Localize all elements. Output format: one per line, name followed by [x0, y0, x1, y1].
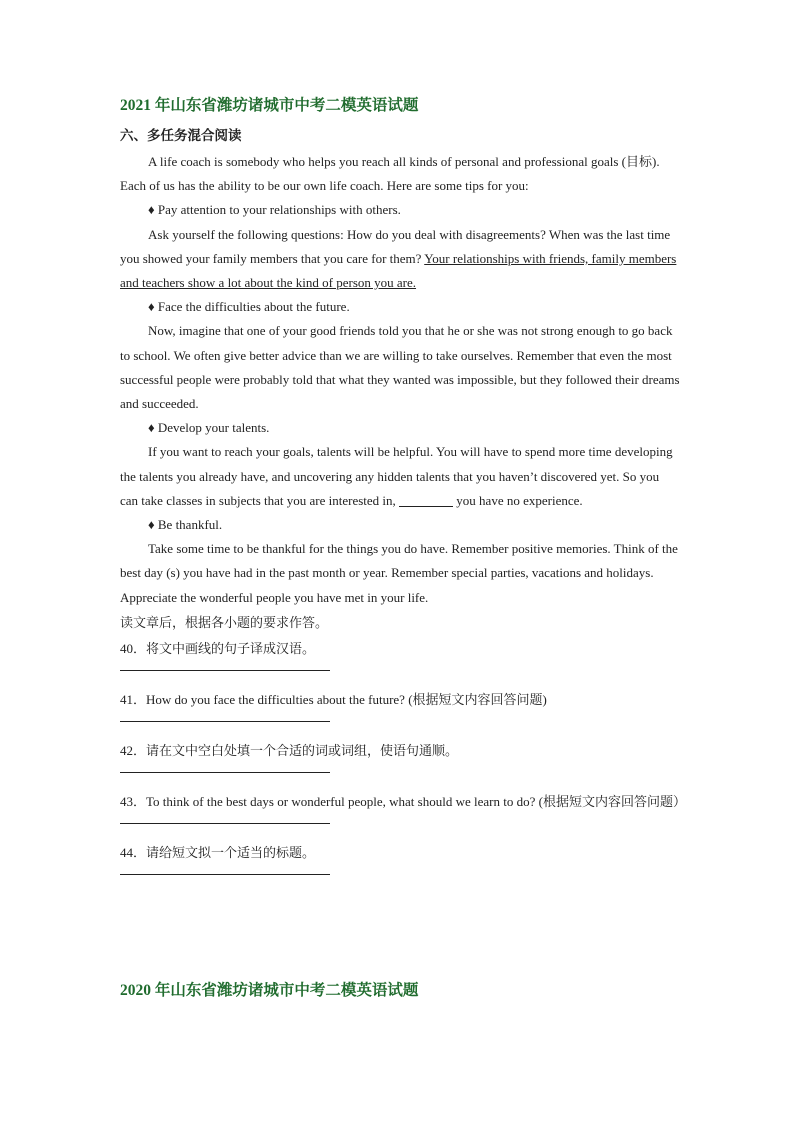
passage-paragraph-2 — [120, 223, 680, 296]
question-41: 41．How do you face the difficulties about the future? (根据短文内容回答问题) — [120, 691, 547, 707]
tip-4: ♦ Be thankful. — [148, 517, 223, 533]
question-44: 44．请给短文拟一个适当的标题。 — [120, 844, 316, 860]
answer-line-44[interactable] — [120, 874, 330, 875]
instruction-text: 读文章后，根据各小题的要求作答。 — [120, 614, 329, 630]
passage-paragraph-1: A life coach is somebody who helps you reach all kinds of personal and professional goals (目标). Each of us has the ability to be our own life coach. Here are some tips for you: — [120, 154, 660, 194]
answer-line-40[interactable] — [120, 670, 330, 671]
answer-line-42[interactable] — [120, 772, 330, 773]
passage-paragraph-3: Now, imagine that one of your good friends told you that he or she was not strong enough to go back to school. We often give better advice than we are willing to take ourselves. Remember that even the most successful people were probably told that what they wanted was impossible, but they followed their dreams and succeeded. — [120, 323, 680, 412]
tip-3: ♦ Develop your talents. — [148, 420, 270, 436]
paragraph-2-text: Ask yourself the following questions: How do you deal with disagreements? When was the last time you showed your family members that you care for them? — [120, 226, 671, 266]
tip-2: ♦ Face the difficulties about the future. — [148, 299, 350, 315]
exam-title: 2021 年山东省潍坊诸城市中考二模英语试题 — [120, 97, 419, 114]
underlined-sentence: Your relationships with friends, family members and teachers show a lot about the kind of person you are. — [120, 250, 677, 291]
tip-1: ♦ Pay attention to your relationships with others. — [148, 202, 401, 218]
answer-line-41[interactable] — [120, 721, 330, 722]
next-exam-title: 2020 年山东省潍坊诸城市中考二模英语试题 — [120, 982, 419, 999]
answer-line-43[interactable] — [120, 823, 330, 824]
paragraph-4-text-end: you have no experience. — [453, 492, 583, 508]
question-40: 40．将文中画线的句子译成汉语。 — [120, 640, 316, 656]
passage-paragraph-5: Take some time to be thankful for the things you do have. Remember positive memories. Think of the best day (s) you have had in the past month or year. Remember special parties, vacations and holidays. Appreciate the wonderful people you have met in your life. — [120, 541, 678, 605]
exam-content — [120, 95, 686, 891]
passage-paragraph-4 — [120, 440, 680, 513]
section-heading: 六、多任务混合阅读 — [120, 128, 242, 143]
question-42: 42．请在文中空白处填一个合适的词或词组，使语句通顺。 — [120, 742, 459, 758]
fill-in-blank[interactable] — [399, 493, 453, 507]
question-43: 43．To think of the best days or wonderful people, what should we learn to do? (根据短文内容回答问题） — [120, 793, 686, 809]
paragraph-4-text-start: If you want to reach your goals, talents will be helpful. You will have to spend more time developing the talents you already have, and uncovering any hidden talents that you haven’t discovered yet. So you can take classes in subjects that you are interested in, — [120, 444, 673, 508]
